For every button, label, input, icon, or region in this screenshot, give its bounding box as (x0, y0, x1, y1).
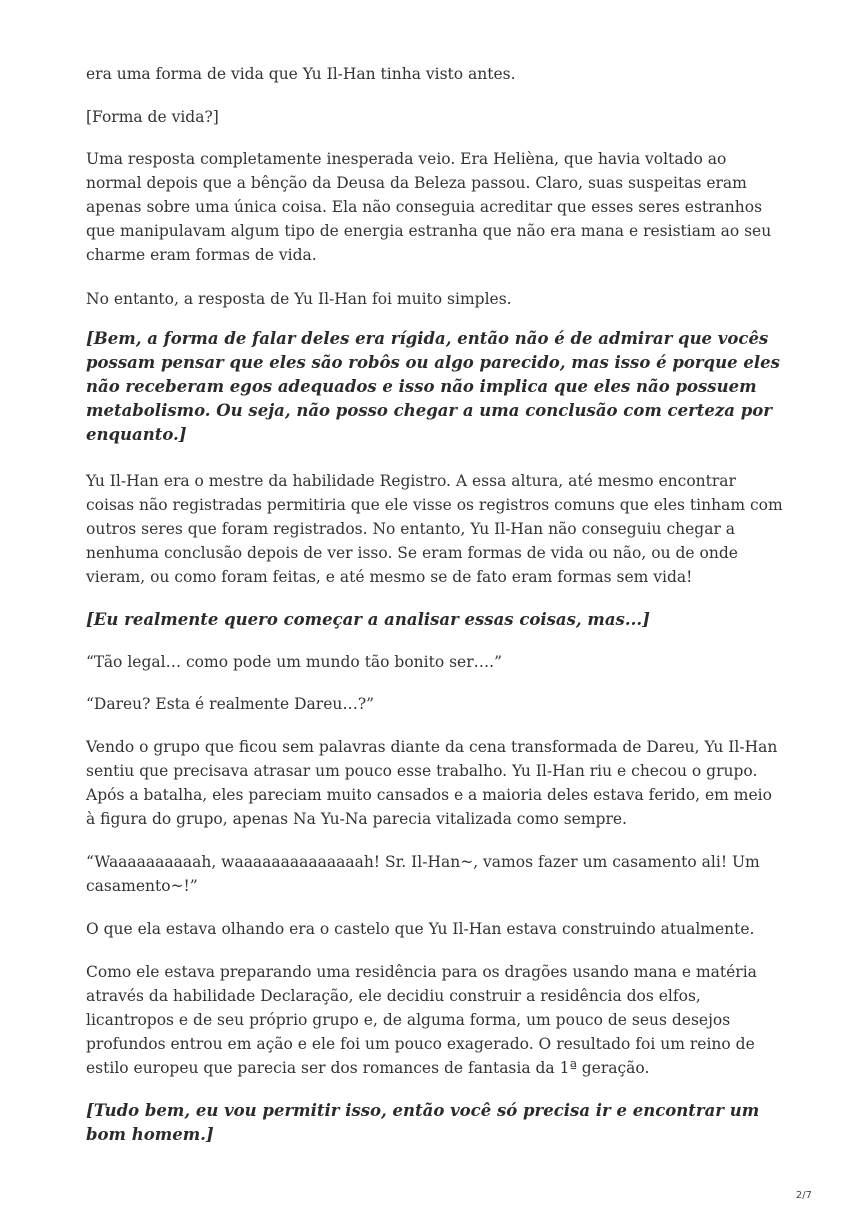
paragraph: Vendo o grupo que ficou sem palavras diante da cena transformada de Dareu, Yu Il-Han sentiu que precisava atrasar um pouco esse trabalho. Yu Il-Han riu e checou o grupo. Após a batalha, eles pareciam muito cansados e a maioria deles estava ferido, em meio à figura do grupo, apenas Na Yu-Na parecia vitalizada como sempre. (86, 738, 778, 828)
page-number: 2/7 (795, 1190, 812, 1201)
paragraph: [Forma de vida?] (86, 108, 219, 126)
paragraph: “Tão legal… como pode um mundo tão bonito ser….” (86, 653, 502, 671)
paragraph: “Waaaaaaaaaah, waaaaaaaaaaaaaah! Sr. Il-Han~, vamos fazer um casamento ali! Um casamento~!” (86, 853, 760, 895)
paragraph: O que ela estava olhando era o castelo que Yu Il-Han estava construindo atualmente. (86, 920, 755, 938)
paragraph: Como ele estava preparando uma residência para os dragões usando mana e matéria através da habilidade Declaração, ele decidiu construir a residência dos elfos, licantropos e de seu próprio grupo e, de alguma forma, um pouco de seus desejos profundos entrou em ação e ele foi um pouco exagerado. O resultado foi um reino de estilo europeu que parecia ser dos romances de fantasia da 1ª geração. (86, 963, 757, 1077)
dialogue-bold: [Bem, a forma de falar deles era rígida, então não é de admirar que vocês possam pensar que eles são robôs ou algo parecido, mas isso é porque eles não receberam egos adequados e isso não implica que eles não possuem metabolismo. Ou seja, não posso chegar a uma conclusão com certeza por enquanto.] (86, 329, 780, 444)
paragraph: Uma resposta completamente inesperada veio. Era Helièna, que havia voltado ao normal depois que a bênção da Deusa da Beleza passou. Claro, suas suspeitas eram apenas sobre uma única coisa. Ela não conseguia acreditar que esses seres estranhos que manipulavam algum tipo de energia estranha que não era mana e resistiam ao seu charme eram formas de vida. (86, 150, 772, 264)
dialogue-bold: [Eu realmente quero começar a analisar essas coisas, mas...] (86, 610, 650, 629)
paragraph: No entanto, a resposta de Yu Il-Han foi muito simples. (86, 290, 512, 308)
dialogue-bold: [Tudo bem, eu vou permitir isso, então você só precisa ir e encontrar um bom homem.] (86, 1101, 760, 1144)
paragraph: “Dareu? Esta é realmente Dareu…?” (86, 695, 375, 713)
paragraph: Yu Il-Han era o mestre da habilidade Registro. A essa altura, até mesmo encontrar coisas não registradas permitiria que ele visse os registros comuns que eles tinham com outros seres que foram registrados. No entanto, Yu Il-Han não conseguiu chegar a nenhuma conclusão depois de ver isso. Se eram formas de vida ou não, ou de onde vieram, ou como foram feitas, e até mesmo se de fato eram formas sem vida! (86, 472, 783, 586)
paragraph: era uma forma de vida que Yu Il-Han tinha visto antes. (86, 65, 516, 83)
